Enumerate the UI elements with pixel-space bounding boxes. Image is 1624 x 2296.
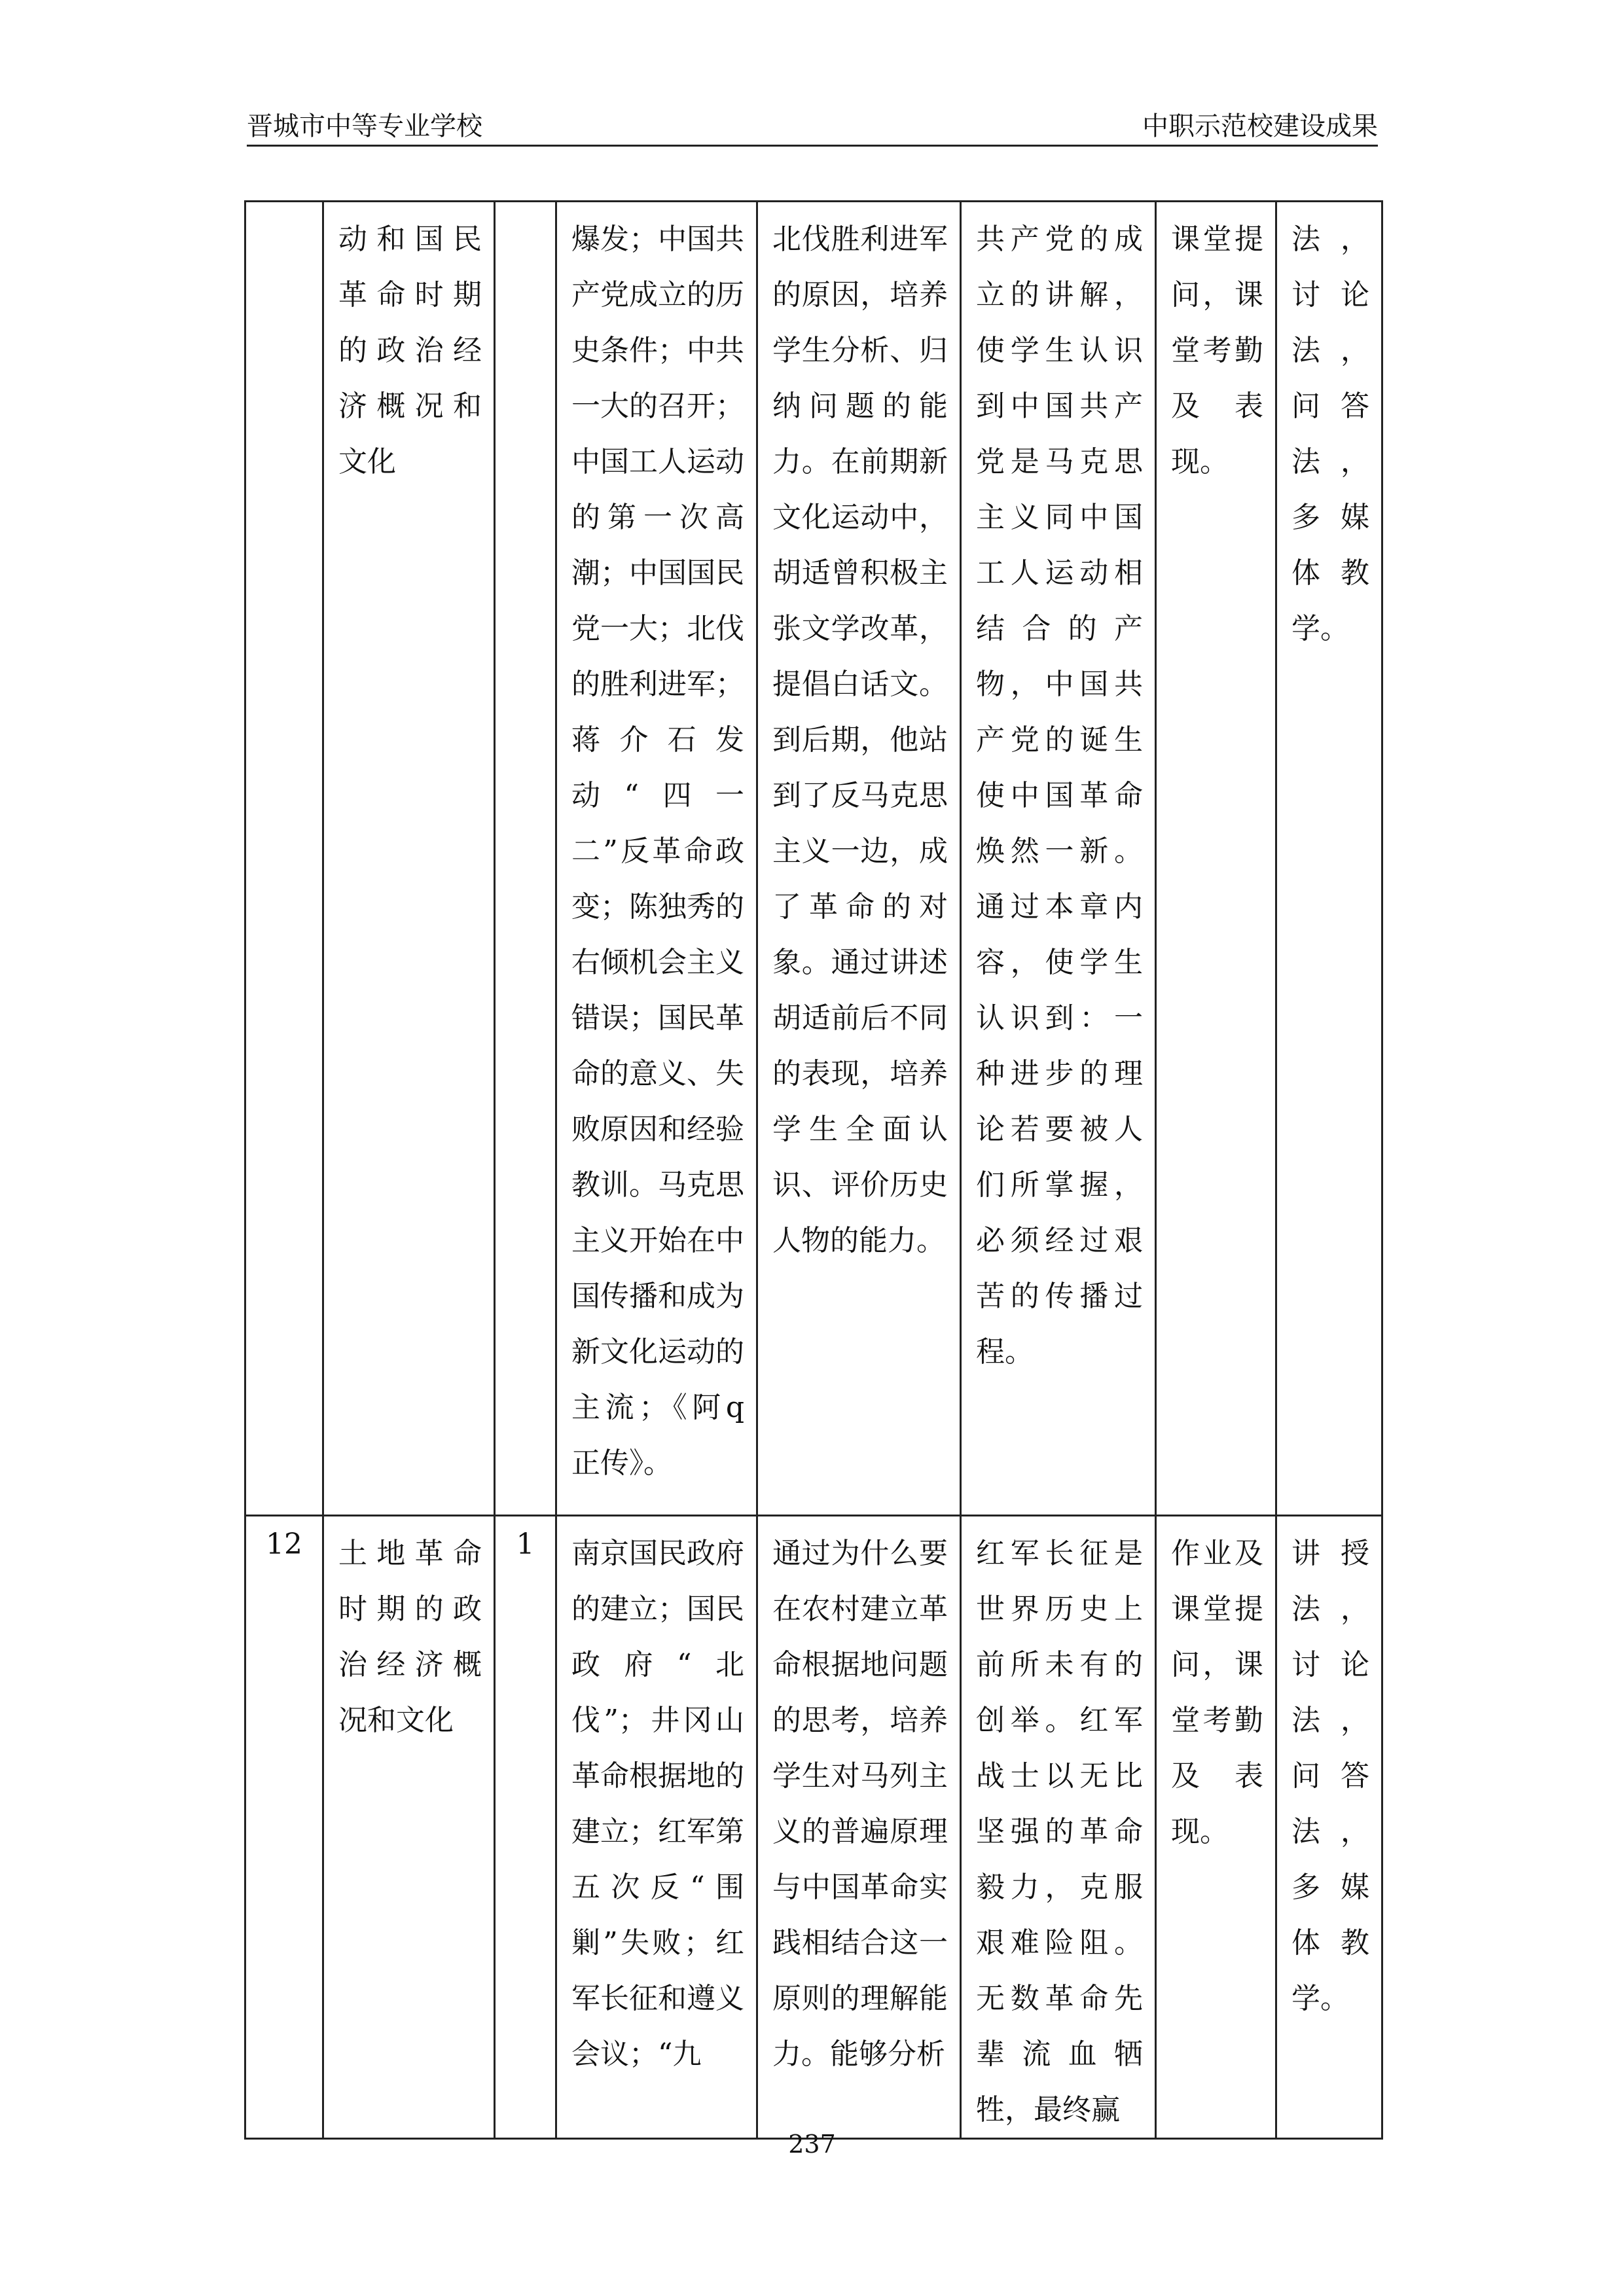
emotion-cell: 红军长征是世界历史上前所未有的创举。红军战士以无比坚强的革命毅力，克服艰难险阻。无数革命先辈流血牺牲，最终赢 [961,1516,1156,2139]
assessment-cell: 作业及课堂提问，课堂考勤及表现。 [1156,1516,1276,2139]
assessment-cell: 课堂提问，课堂考勤及表现。 [1156,202,1276,1516]
index-cell [245,202,323,1516]
school-name: 晋城市中等专业学校 [247,111,482,141]
ability-cell: 通过为什么要在农村建立革命根据地问题的思考，培养学生对马列主义的普遍原理与中国革命实践相结合这一原则的理解能力。能够分析 [757,1516,961,2139]
content-cell: 爆发；中国共产党成立的历史条件；中共一大的召开；中国工人运动的第一次高潮；中国国民党一大；北伐的胜利进军；蒋介石发动“四一二”反革命政变；陈独秀的右倾机会主义错误；国民革命的意义、失败原因和经验教训。马克思主义开始在中国传播和成为新文化运动的主流；《阿q正传》。 [556,202,757,1516]
topic-cell: 土地革命时期的政治经济概况和文化 [323,1516,495,2139]
ability-cell: 北伐胜利进军的原因，培养学生分析、归纳问题的能力。在前期新文化运动中，胡适曾积极主张文学改革，提倡白话文。到后期，他站到了反马克思主义一边，成了革命的对象。通过讲述胡适前后不同的表现，培养学生全面认识、评价历史人物的能力。 [757,202,961,1516]
index-cell: 12 [245,1516,323,2139]
method-cell: 讲授法，讨论法，问答法，多媒体教学。 [1276,1516,1382,2139]
content-cell: 南京国民政府的建立；国民政府“北伐”；井冈山革命根据地的建立；红军第五次反“围剿”失败；红军长征和遵义会议；“九 [556,1516,757,2139]
hours-cell [495,202,556,1516]
syllabus-table [244,200,1383,2140]
table-row [245,202,1382,1516]
page-header [247,108,1378,147]
emotion-cell: 共产党的成立的讲解，使学生认识到中国共产党是马克思主义同中国工人运动相结合的产物，中国共产党的诞生使中国革命焕然一新。通过本章内容，使学生认识到：一种进步的理论若要被人们所掌握，必须经过艰苦的传播过程。 [961,202,1156,1516]
document-title: 中职示范校建设成果 [1142,111,1378,141]
topic-cell: 动和国民革命时期的政治经济概况和文化 [323,202,495,1516]
hours-cell: 1 [495,1516,556,2139]
table-row [245,1516,1382,2139]
page-number: 237 [788,2130,836,2159]
method-cell: 法，讨论法，问答法，多媒体教学。 [1276,202,1382,1516]
